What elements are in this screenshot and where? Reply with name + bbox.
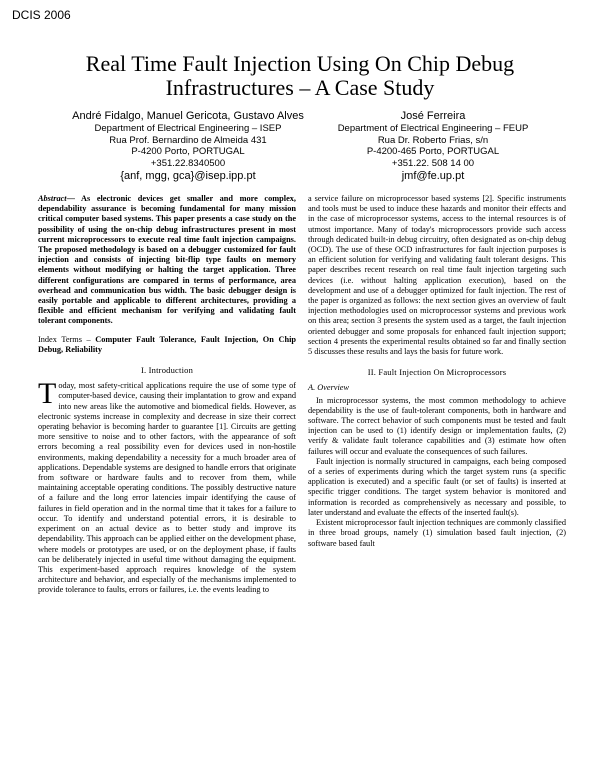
author-street: Rua Prof. Bernardino de Almeida 431 <box>109 134 267 146</box>
abstract-label: Abstract <box>38 194 67 203</box>
section-heading: I. Introduction <box>140 365 194 376</box>
author-dept: Department of Electrical Engineering – ISEP <box>94 123 282 134</box>
author-block-right <box>318 110 548 183</box>
paragraph-text: oday, most safety-critical applications require the use of some type of computer-based device, causing their implantation to grow and expand into new areas like the automotive and biomedical fields. However, as electronic systems increase in complexity and decrease in size their correct operating behavior is becoming harder to guarantee [1]. Circuits are getting more sensitive to noise and to other factors, with the appearance of soft errors becoming a real possibility even for devices used in non-hostile environments, making dependability a necessity for a much broader area of applications. Dependable systems are designed to handle errors that originate from software or hardware faults and to recover from them, while maintaining acceptable operating conditions. The possibly destructive nature of a failure and the long error latencies impair identifying the cause of failures in field operation and in the normal time that it takes for a failure to occur. To identify and understand potential errors, it is desirable to experiment on an actual device as to better study and improve its dependability. This approach can be applied either on the development phase, where models or prototypes are used, or on the deployment phase, if faults can be deliberately injected in useful time without damaging the equipment. This experiment-based approach requires knowledge of the system architecture and behavior, and especially of the mechanisms implemented to provide tolerance to faults, errors or failures, i.e. the events leading to <box>38 381 296 595</box>
index-terms-text: Computer Fault Tolerance, Fault Injection, On Chip Debug, Reliability <box>38 334 296 354</box>
author-city: P-4200-465 Porto, PORTUGAL <box>366 146 500 157</box>
abstract-text: — As electronic devices get smaller and more complex, dependability assurance is becoming fundamental for many mission critical computer based systems. This paper presents a case study on the possibility of using the on-chip debug infrastructures present in most current microprocessors to execute real time fault injection campaigns. The proposed methodology is based on a debugger customized for fault injection and consists of injecting bit-flip type faults on memory elements without modifying or halting the target application. Three different configurations are compared in terms of performance, area overhead and communication bus width. The basic debugger design is easily portable and applicable to different architectures, providing a flexible and efficient mechanism for verifying and validating fault tolerant components. <box>38 194 296 326</box>
author-phone: +351.22. 508 14 00 <box>391 157 475 169</box>
author-names: André Fidalgo, Manuel Gericota, Gustavo Alves <box>72 110 304 122</box>
paragraph: In microprocessor systems, the most common methodology to achieve dependability is the use of fault-tolerant components, both in hardware and software. The correct behavior of such components must be tested and fault injection can be used to (1) identify design or implementation faults, (2) verify & validate fault tolerance capabilities and (3) estimate how often failures will occur and evaluate the consequences of such failures. <box>308 395 566 456</box>
author-email: {anf, mgg, gca}@isep.ipp.pt <box>120 170 256 182</box>
section-heading: II. Fault Injection On Microprocessors <box>367 367 507 378</box>
paragraph: Fault injection is normally structured in campaigns, each being composed of a series of experiments during which the target system runs (a specific application is executed) and a specific fault (or set of faults) is inserted at specific trigger conditions. The target system behavior is monitored and information is recorded as comprehensively as necessary and possible, to later understand and evaluate the effects of the inserted fault(s). <box>308 456 566 517</box>
index-terms <box>38 335 296 355</box>
author-phone: +351.22.8340500 <box>150 157 226 169</box>
author-names: José Ferreira <box>400 110 466 122</box>
paragraph: Existent microprocessor fault injection techniques are commonly classified in three broad groups, namely (1) simulation based fault injection, (2) software based fault <box>308 518 566 548</box>
abstract <box>38 194 296 327</box>
conference-tag: DCIS 2006 <box>12 8 71 22</box>
index-terms-label: Index Terms – <box>38 334 96 344</box>
author-block-left <box>68 110 308 183</box>
subsection-heading: A. Overview <box>308 383 350 393</box>
left-column <box>38 194 296 596</box>
paper-title: Real Time Fault Injection Using On Chip Debug Infrastructures – A Case Study <box>85 51 515 100</box>
author-email: jmf@fe.up.pt <box>401 170 465 182</box>
author-street: Rua Dr. Roberto Frias, s/n <box>377 134 489 146</box>
drop-cap: T <box>38 377 57 411</box>
paragraph <box>38 377 296 595</box>
author-city: P-4200 Porto, PORTUGAL <box>131 146 245 157</box>
paragraph: a service failure on microprocessor based systems [2]. Specific instruments and tools must be used to induce these hazards and monitor their effects and in the case of microprocessor systems, access to the internal resources is of utmost importance. Many of today's microprocessors provide such access through dedicated built-in debug circuitry, often designated as on-chip debug (OCD). The use of these OCD infrastructures for fault injection purposes is an efficient solution for verifying and validating fault tolerant designs. This paper describes recent research on real time fault injection targeting such devices (i.e. without halting application execution), based on the development and use of a debugger optimized for fault injection. The rest of the paper is organized as follows: the next section gives an overview of fault injection methodologies used on microprocessor systems and previous work on this area; section 3 presents the system used as a target, the fault injection oriented debugger and some proposals for enhanced fault injection support; section 4 presents the experimental results obtained so far and finally section 5 discusses these results and lays the basis for future work. <box>308 194 566 357</box>
author-dept: Department of Electrical Engineering – FEUP <box>337 123 529 134</box>
right-column <box>308 194 566 549</box>
